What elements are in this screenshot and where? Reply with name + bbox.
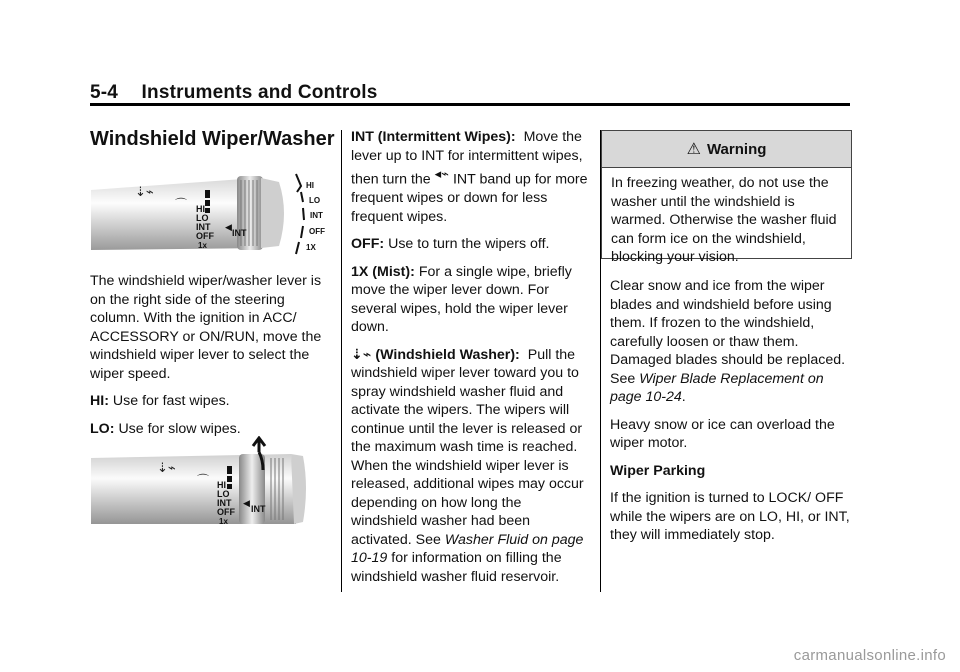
page-header — [90, 82, 378, 104]
off-text: Use to turn the wipers off. — [388, 236, 550, 253]
snow-end: . — [681, 389, 686, 405]
snow-text: Clear snow and ice from the wiper blades and windshield before using them. If frozen to the windshield, carefully loosen or thaw them. Damaged blades should be replaced. See — [610, 278, 846, 387]
wiper-lever-figure-1 — [91, 168, 329, 258]
wiper-parking-heading: Wiper Parking — [610, 462, 706, 479]
page-number: 5-4 — [90, 82, 119, 103]
int-band-icon: ◂⌁ — [434, 166, 449, 181]
parking-paragraph: If the ignition is turned to LOCK/ OFF while the wipers are on LO, HI, or INT, they will immediately stop. — [610, 490, 850, 543]
washer-text-a: Pull the windshield wiper lever toward you to spray windshield washer fluid and activate the wipers. The wipers will continue until the lever is released or the maximum wash time is reached. When the windshield wiper lever is released, additional wipes may occur depending on how long the windshield washer had been activated. See — [351, 346, 584, 548]
intro-paragraph: The windshield wiper/washer lever is on the right side of the steering column. With the ignition in ACC/ ACCESSORY or ON/RUN, move the windshield wiper lever to select the wiper speed. — [90, 273, 322, 382]
header-rule — [90, 103, 850, 106]
lo-label: LO: — [90, 420, 115, 437]
lever-label-int: INT — [196, 222, 211, 232]
detent-label-int: INT — [310, 211, 323, 220]
page-title: Windshield Wiper/Washer — [90, 128, 335, 150]
column-divider-1 — [341, 130, 342, 592]
int-text-a: Move the lever up to INT for intermittent wipes, then turn the — [351, 129, 583, 188]
detent-label-off: OFF — [309, 227, 325, 236]
detent-label-lo: LO — [309, 196, 321, 205]
warning-title: Warning — [706, 140, 767, 158]
int-label: INT (Intermittent Wipes): — [351, 129, 516, 145]
washer-label: (Windshield Washer): — [375, 346, 520, 363]
lever-label-hi: HI — [196, 204, 205, 214]
lever-label-lo: LO — [217, 489, 230, 499]
washer-icon: ⇣⌁ — [157, 460, 176, 475]
mist-text: For a single wipe, briefly move the wiper lever down. For several wipes, hold the wiper lever down. — [351, 263, 572, 336]
lever-label-1x: 1x — [219, 517, 228, 526]
watermark: carmanualsonline.info — [793, 647, 946, 664]
mist-label: 1X (Mist): — [351, 263, 415, 280]
hi-entry — [90, 392, 330, 411]
hi-label: HI: — [90, 393, 109, 409]
lever-label-int: INT — [217, 498, 232, 508]
lever-label-off: OFF — [217, 507, 235, 517]
warning-header — [602, 131, 851, 168]
column-3 — [610, 277, 850, 554]
snow-paragraph — [610, 277, 850, 407]
speed-bars — [205, 190, 210, 213]
detent-arrows — [296, 174, 304, 254]
lever-label-lo: LO — [196, 213, 209, 223]
lever-body — [91, 178, 261, 250]
int-text-b: INT band up for more frequent wipes or down for less frequent wipes. — [351, 171, 588, 225]
detent-label-1x: 1X — [306, 243, 316, 252]
warning-text: In freezing weather, do not use the washer until the windshield is warmed. Otherwise the washer fluid can form ice on the windshield, blocking your vision. — [611, 175, 837, 265]
ring-arrow-icon: ◀ — [243, 498, 250, 508]
hi-text: Use for fast wipes. — [112, 393, 230, 409]
overload-paragraph: Heavy snow or ice can overload the wiper motor. — [610, 416, 835, 451]
off-label: OFF: — [351, 236, 385, 253]
wiper-lever-figure-2 — [91, 436, 329, 528]
wiper-icon: ⌒ — [175, 197, 188, 211]
lo-text: Use for slow wipes. — [118, 420, 241, 437]
ring-arrow-icon: ◀ — [225, 222, 232, 232]
mist-entry — [351, 263, 591, 337]
wiper-blade-link[interactable]: Wiper Blade Replacement on page 10-24 — [610, 370, 824, 405]
column-2 — [351, 128, 591, 595]
washer-icon: ⇣⌁ — [135, 184, 154, 199]
off-entry — [351, 235, 591, 254]
washer-icon: ⇣⌁ — [351, 346, 372, 363]
speed-bars — [227, 466, 232, 489]
ring-label-int: INT — [251, 504, 266, 514]
washer-entry — [351, 346, 591, 587]
lever-tip — [261, 178, 284, 248]
warning-box — [601, 130, 852, 265]
warning-icon: ⚠ — [686, 141, 701, 158]
lever-label-1x: 1x — [198, 241, 207, 250]
section-title: Instruments and Controls — [141, 82, 378, 103]
washer-text-b: for information on filling the windshield washer fluid reservoir. — [351, 550, 562, 585]
lever-label-hi: HI — [217, 480, 226, 490]
wiper-icon: ⌒ — [197, 473, 210, 487]
column-1 — [90, 272, 330, 447]
ring-label-int: INT — [232, 228, 247, 238]
detent-label-hi: HI — [306, 181, 314, 190]
lever-label-off: OFF — [196, 231, 214, 241]
washer-fluid-link[interactable]: Washer Fluid on page 10-19 — [351, 531, 584, 567]
int-entry — [351, 128, 591, 226]
